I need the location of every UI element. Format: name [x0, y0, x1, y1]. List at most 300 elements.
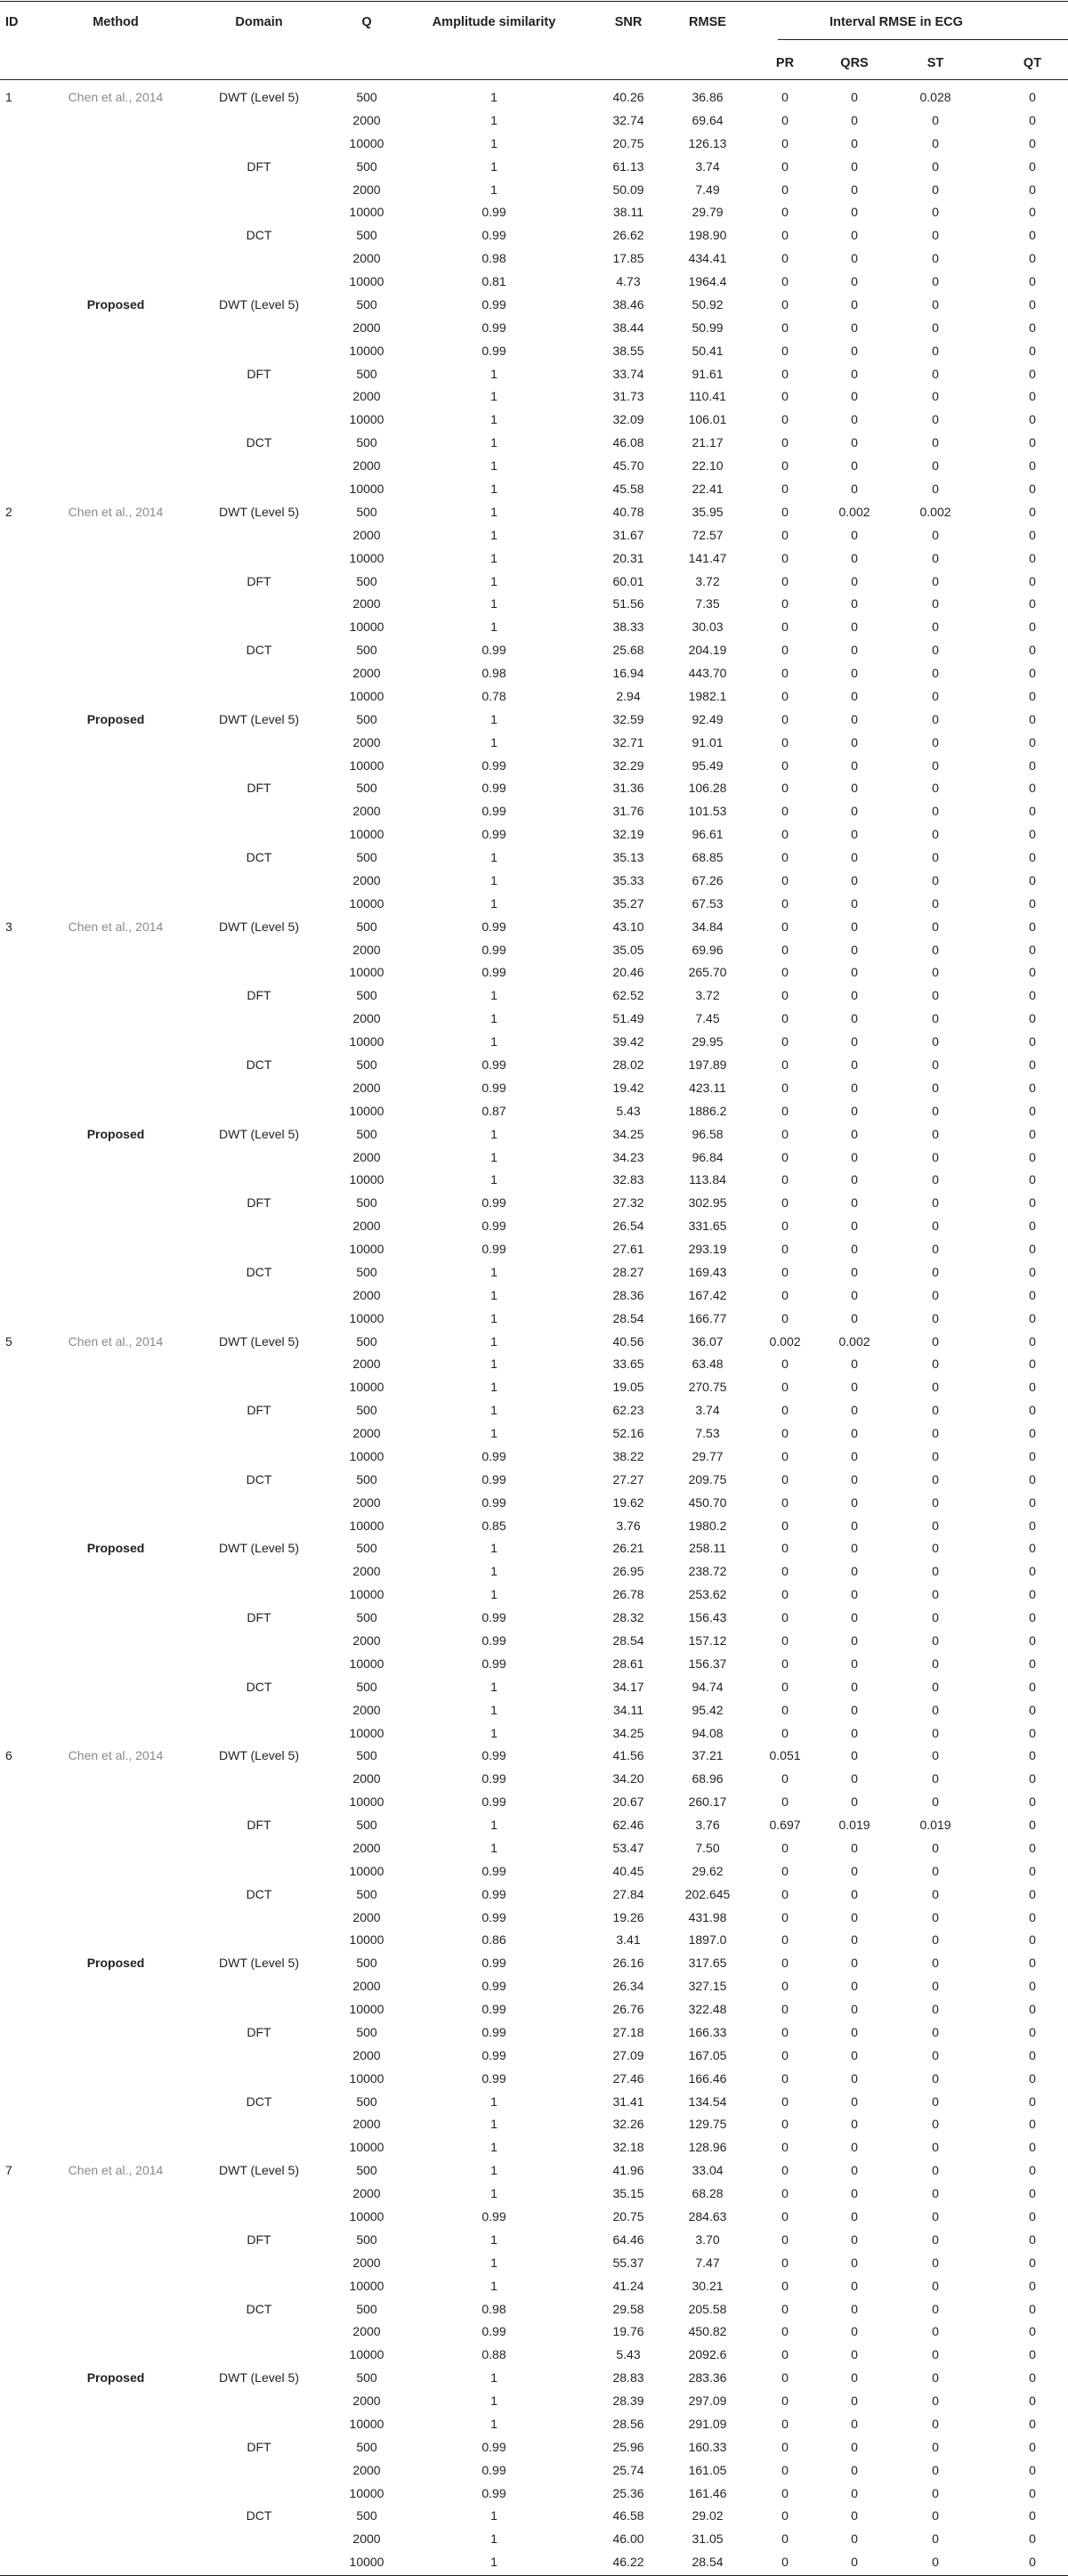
cell-st: 0: [932, 1172, 939, 1187]
cell-qrs: 0: [851, 228, 858, 243]
cell-snr: 27.84: [612, 1886, 644, 1901]
cell-st: 0: [932, 1610, 939, 1625]
cell-snr: 28.54: [612, 1633, 644, 1648]
cell-q: 2000: [352, 389, 381, 404]
cell-st: 0: [932, 1057, 939, 1072]
cell-pr: 0: [781, 182, 789, 197]
cell-rmse: 31.05: [692, 2531, 724, 2547]
cell-amp: 1: [490, 895, 498, 911]
cell-qt: 0: [1029, 1264, 1036, 1279]
cell-pr: 0: [781, 90, 789, 104]
cell-method: Proposed: [86, 1541, 145, 1556]
cell-snr: 25.74: [612, 2462, 644, 2477]
cell-amp: 0.98: [481, 251, 506, 266]
cell-snr: 19.26: [612, 1909, 644, 1924]
cell-qt: 0: [1029, 872, 1036, 887]
cell-snr: 19.42: [612, 1080, 644, 1095]
cell-qt: 0: [1029, 412, 1036, 427]
cell-rmse: 50.92: [692, 296, 724, 312]
cell-rmse: 317.65: [688, 1956, 727, 1971]
cell-snr: 2.94: [616, 688, 641, 703]
cell-amp: 0.99: [481, 2439, 506, 2454]
cell-snr: 28.61: [612, 1656, 644, 1671]
cell-qrs: 0: [851, 2070, 858, 2086]
cell-qrs: 0: [851, 734, 858, 749]
cell-amp: 0.99: [481, 1956, 506, 1971]
cell-qrs: 0: [851, 2531, 858, 2547]
cell-q: 2000: [352, 942, 381, 957]
cell-rmse: 431.98: [688, 1909, 727, 1924]
cell-qrs: 0: [851, 389, 858, 404]
cell-id: 6: [5, 1748, 12, 1763]
cell-st: 0: [932, 1219, 939, 1234]
cell-q: 500: [356, 1126, 377, 1141]
cell-snr: 35.05: [612, 942, 644, 957]
cell-st: 0: [932, 1886, 939, 1901]
cell-st: 0: [932, 182, 939, 197]
cell-qt: 0: [1029, 666, 1036, 680]
cell-qrs: 0: [851, 711, 858, 726]
cell-rmse: 95.49: [692, 757, 724, 773]
cell-snr: 5.43: [616, 2347, 641, 2362]
cell-st: 0: [932, 550, 939, 565]
cell-qrs: 0: [851, 2094, 858, 2109]
cell-q: 10000: [349, 757, 384, 773]
cell-pr: 0: [781, 1840, 789, 1855]
cell-snr: 39.42: [612, 1034, 644, 1049]
cell-rmse: 95.42: [692, 1702, 724, 1717]
cell-q: 10000: [349, 1034, 384, 1049]
cell-snr: 28.02: [612, 1057, 644, 1072]
cell-snr: 20.31: [612, 550, 644, 565]
cell-rmse: 291.09: [688, 2416, 727, 2431]
cell-qrs: 0: [851, 2255, 858, 2270]
cell-qt: 0: [1029, 711, 1036, 726]
cell-qrs: 0: [851, 182, 858, 197]
cell-amp: 1: [490, 711, 498, 726]
cell-domain: DWT (Level 5): [219, 1333, 299, 1349]
cell-q: 2000: [352, 2462, 381, 2477]
cell-q: 2000: [352, 1149, 381, 1164]
header-interval-rmse: Interval RMSE in ECG: [829, 15, 963, 29]
cell-qt: 0: [1029, 2531, 1036, 2547]
cell-amp: 0.99: [481, 343, 506, 358]
cell-qt: 0: [1029, 1702, 1036, 1717]
cell-amp: 0.86: [481, 1932, 506, 1948]
cell-qrs: 0: [851, 1956, 858, 1971]
cell-q: 500: [356, 1610, 377, 1625]
cell-qt: 0: [1029, 1242, 1036, 1256]
cell-pr: 0: [781, 666, 789, 680]
cell-rmse: 166.33: [688, 2024, 727, 2039]
cell-snr: 34.20: [612, 1771, 644, 1786]
cell-rmse: 327.15: [688, 1979, 727, 1994]
cell-snr: 38.44: [612, 320, 644, 335]
cell-pr: 0: [781, 1886, 789, 1901]
cell-rmse: 160.33: [688, 2439, 727, 2454]
cell-st: 0: [932, 158, 939, 174]
cell-rmse: 3.72: [695, 573, 720, 588]
cell-qt: 0: [1029, 1633, 1036, 1648]
cell-rmse: 2092.6: [688, 2347, 727, 2362]
cell-qrs: 0: [851, 1587, 858, 1602]
cell-rmse: 106.28: [688, 781, 727, 796]
cell-qt: 0: [1029, 158, 1036, 174]
cell-q: 500: [356, 504, 377, 519]
cell-qrs: 0: [851, 988, 858, 1003]
cell-st: 0: [932, 1287, 939, 1302]
cell-amp: 0.99: [481, 1242, 506, 1256]
cell-rmse: 92.49: [692, 711, 724, 726]
cell-pr: 0: [781, 1610, 789, 1625]
cell-qt: 0: [1029, 296, 1036, 312]
cell-st: 0: [932, 1564, 939, 1579]
cell-st: 0: [932, 620, 939, 635]
cell-pr: 0: [781, 274, 789, 288]
cell-amp: 0.99: [481, 2002, 506, 2016]
cell-qrs: 0: [851, 1771, 858, 1786]
cell-amp: 0.99: [481, 643, 506, 658]
cell-st: 0: [932, 895, 939, 911]
cell-amp: 0.98: [481, 666, 506, 680]
cell-amp: 1: [490, 158, 498, 174]
cell-q: 2000: [352, 2186, 381, 2201]
cell-snr: 32.83: [612, 1172, 644, 1187]
header-method: Method: [93, 15, 139, 29]
cell-pr: 0: [781, 205, 789, 220]
cell-domain: DFT: [247, 988, 271, 1003]
cell-st: 0: [932, 482, 939, 496]
cell-domain: DCT: [246, 2508, 272, 2523]
cell-snr: 28.36: [612, 1287, 644, 1302]
cell-snr: 34.17: [612, 1679, 644, 1694]
cell-qt: 0: [1029, 734, 1036, 749]
cell-amp: 0.99: [481, 2485, 506, 2500]
cell-snr: 31.41: [612, 2094, 644, 2109]
cell-q: 500: [356, 1333, 377, 1349]
cell-st: 0: [932, 734, 939, 749]
cell-qt: 0: [1029, 1656, 1036, 1671]
cell-amp: 1: [490, 1840, 498, 1855]
cell-qt: 0: [1029, 435, 1036, 450]
cell-qrs: 0: [851, 1357, 858, 1372]
cell-st: 0: [932, 389, 939, 404]
cell-st: 0: [932, 2186, 939, 2201]
cell-qt: 0: [1029, 2255, 1036, 2270]
cell-pr: 0: [781, 2347, 789, 2362]
cell-amp: 0.99: [481, 320, 506, 335]
cell-q: 10000: [349, 343, 384, 358]
cell-qt: 0: [1029, 1380, 1036, 1395]
cell-snr: 32.18: [612, 2140, 644, 2155]
cell-rmse: 37.21: [692, 1748, 724, 1763]
cell-rmse: 96.58: [692, 1126, 724, 1141]
cell-pr: 0: [781, 2370, 789, 2386]
cell-rmse: 3.74: [695, 158, 720, 174]
cell-qt: 0: [1029, 1011, 1036, 1026]
cell-amp: 0.87: [481, 1103, 506, 1118]
cell-qt: 0: [1029, 1587, 1036, 1602]
cell-q: 500: [356, 1679, 377, 1694]
cell-st: 0: [932, 1448, 939, 1463]
cell-snr: 31.76: [612, 804, 644, 819]
cell-amp: 1: [490, 1541, 498, 1556]
cell-snr: 33.74: [612, 366, 644, 381]
cell-qt: 0: [1029, 804, 1036, 819]
cell-rmse: 29.77: [692, 1448, 724, 1463]
cell-st: 0: [932, 1633, 939, 1648]
cell-st: 0: [932, 1495, 939, 1510]
cell-domain: DFT: [247, 1818, 271, 1832]
cell-qrs: 0: [851, 1633, 858, 1648]
cell-st: 0: [932, 1702, 939, 1717]
cell-qt: 0: [1029, 2462, 1036, 2477]
cell-qt: 0: [1029, 1979, 1036, 1994]
cell-snr: 26.16: [612, 1956, 644, 1971]
cell-st: 0: [932, 2531, 939, 2547]
cell-qt: 0: [1029, 1448, 1036, 1463]
cell-st: 0: [932, 596, 939, 612]
cell-qrs: 0: [851, 872, 858, 887]
cell-st: 0: [932, 2140, 939, 2155]
cell-domain: DWT (Level 5): [219, 296, 299, 312]
cell-snr: 45.70: [612, 458, 644, 474]
cell-domain: DFT: [247, 2232, 271, 2247]
cell-rmse: 260.17: [688, 1794, 727, 1810]
cell-qrs: 0: [851, 2278, 858, 2293]
cell-q: 2000: [352, 1495, 381, 1510]
cell-rmse: 166.46: [688, 2070, 727, 2086]
cell-amp: 0.99: [481, 1771, 506, 1786]
cell-pr: 0: [781, 527, 789, 542]
cell-rmse: 29.62: [692, 1863, 724, 1878]
cell-method: Chen et al., 2014: [68, 2163, 164, 2178]
cell-st: 0: [932, 2163, 939, 2178]
cell-pr: 0: [781, 1287, 789, 1302]
cell-pr: 0: [781, 2301, 789, 2316]
cell-rmse: 238.72: [688, 1564, 727, 1579]
cell-qt: 0: [1029, 2394, 1036, 2408]
cell-qt: 0: [1029, 2555, 1036, 2570]
cell-pr: 0: [781, 688, 789, 703]
cell-snr: 38.46: [612, 296, 644, 312]
cell-domain: DFT: [247, 2024, 271, 2039]
cell-q: 2000: [352, 872, 381, 887]
cell-q: 10000: [349, 1242, 384, 1256]
cell-amp: 1: [490, 2555, 498, 2570]
cell-q: 2000: [352, 804, 381, 819]
cell-pr: 0: [781, 1633, 789, 1648]
cell-amp: 0.99: [481, 781, 506, 796]
cell-q: 500: [356, 158, 377, 174]
cell-qt: 0: [1029, 274, 1036, 288]
cell-st: 0: [932, 1656, 939, 1671]
cell-method: Chen et al., 2014: [68, 1333, 164, 1349]
cell-qrs: 0: [851, 1886, 858, 1901]
cell-q: 10000: [349, 1656, 384, 1671]
cell-q: 2000: [352, 1426, 381, 1440]
cell-rmse: 33.04: [692, 2163, 724, 2178]
cell-st: 0: [932, 988, 939, 1003]
cell-domain: DWT (Level 5): [219, 1541, 299, 1556]
cell-method: Proposed: [86, 711, 145, 726]
cell-amp: 0.99: [481, 1656, 506, 1671]
cell-rmse: 134.54: [688, 2094, 727, 2109]
cell-domain: DWT (Level 5): [219, 90, 299, 104]
cell-qt: 0: [1029, 2485, 1036, 2500]
cell-rmse: 34.84: [692, 919, 724, 934]
cell-qt: 0: [1029, 942, 1036, 957]
cell-rmse: 167.05: [688, 2047, 727, 2062]
cell-snr: 26.54: [612, 1219, 644, 1234]
cell-amp: 1: [490, 872, 498, 887]
cell-amp: 0.99: [481, 1057, 506, 1072]
cell-q: 500: [356, 643, 377, 658]
cell-q: 2000: [352, 1840, 381, 1855]
cell-qt: 0: [1029, 2117, 1036, 2132]
cell-domain: DFT: [247, 366, 271, 381]
cell-pr: 0: [781, 1541, 789, 1556]
cell-amp: 0.99: [481, 1471, 506, 1486]
cell-qt: 0: [1029, 2163, 1036, 2178]
cell-rmse: 29.79: [692, 205, 724, 220]
cell-pr: 0: [781, 757, 789, 773]
cell-st: 0: [932, 781, 939, 796]
cell-qt: 0: [1029, 1679, 1036, 1694]
cell-st: 0: [932, 228, 939, 243]
cell-q: 2000: [352, 2531, 381, 2547]
cell-snr: 32.71: [612, 734, 644, 749]
cell-domain: DFT: [247, 1195, 271, 1211]
cell-rmse: 67.53: [692, 895, 724, 911]
cell-snr: 62.23: [612, 1403, 644, 1418]
cell-snr: 32.09: [612, 412, 644, 427]
cell-amp: 0.99: [481, 2024, 506, 2039]
header-rmse: RMSE: [689, 15, 726, 29]
cell-snr: 38.55: [612, 343, 644, 358]
cell-rmse: 3.70: [695, 2232, 720, 2247]
cell-pr: 0: [781, 251, 789, 266]
cell-qt: 0: [1029, 112, 1036, 127]
cell-q: 500: [356, 573, 377, 588]
cell-qt: 0: [1029, 1863, 1036, 1878]
cell-q: 500: [356, 1471, 377, 1486]
cell-st: 0: [932, 2555, 939, 2570]
cell-amp: 0.99: [481, 1195, 506, 1211]
cell-qt: 0: [1029, 2301, 1036, 2316]
cell-snr: 26.95: [612, 1564, 644, 1579]
cell-qt: 0: [1029, 2024, 1036, 2039]
cell-snr: 19.62: [612, 1495, 644, 1510]
cell-snr: 51.49: [612, 1011, 644, 1026]
cell-amp: 1: [490, 1725, 498, 1740]
cell-pr: 0: [781, 2531, 789, 2547]
cell-rmse: 96.61: [692, 827, 724, 842]
cell-qrs: 0: [851, 1518, 858, 1533]
cell-qrs: 0: [851, 296, 858, 312]
cell-st: 0: [932, 942, 939, 957]
cell-amp: 1: [490, 527, 498, 542]
cell-rmse: 68.85: [692, 850, 724, 864]
cell-qt: 0: [1029, 2508, 1036, 2523]
cell-snr: 25.96: [612, 2439, 644, 2454]
cell-rmse: 30.03: [692, 620, 724, 635]
cell-rmse: 167.42: [688, 1287, 727, 1302]
cell-qrs: 0: [851, 1725, 858, 1740]
cell-id: 3: [5, 919, 12, 934]
cell-qrs: 0.002: [838, 1333, 870, 1349]
cell-amp: 0.99: [481, 2324, 506, 2339]
cell-rmse: 450.70: [688, 1495, 727, 1510]
cell-qrs: 0: [851, 2485, 858, 2500]
cell-st: 0: [932, 1149, 939, 1164]
cell-amp: 1: [490, 1172, 498, 1187]
cell-qt: 0: [1029, 965, 1036, 980]
cell-snr: 38.22: [612, 1448, 644, 1463]
cell-rmse: 1886.2: [688, 1103, 727, 1118]
cell-rmse: 434.41: [688, 251, 727, 266]
cell-amp: 1: [490, 734, 498, 749]
cell-rmse: 68.96: [692, 1771, 724, 1786]
cell-pr: 0: [781, 2140, 789, 2155]
cell-pr: 0: [781, 366, 789, 381]
cell-id: 1: [5, 90, 12, 104]
cell-rmse: 126.13: [688, 135, 727, 150]
cell-snr: 20.67: [612, 1794, 644, 1810]
cell-amp: 0.99: [481, 1909, 506, 1924]
cell-pr: 0: [781, 850, 789, 864]
cell-st: 0: [932, 296, 939, 312]
cell-st: 0: [932, 2394, 939, 2408]
cell-q: 500: [356, 1057, 377, 1072]
cell-snr: 55.37: [612, 2255, 644, 2270]
cell-snr: 40.78: [612, 504, 644, 519]
cell-pr: 0: [781, 1656, 789, 1671]
cell-qrs: 0: [851, 1909, 858, 1924]
cell-qrs: 0: [851, 2232, 858, 2247]
cell-pr: 0: [781, 1771, 789, 1786]
header-domain: Domain: [235, 15, 283, 29]
cell-st: 0: [932, 666, 939, 680]
cell-qrs: 0: [851, 2324, 858, 2339]
cell-method: Chen et al., 2014: [68, 90, 164, 104]
cell-pr: 0: [781, 1057, 789, 1072]
cell-qt: 0: [1029, 1564, 1036, 1579]
cell-rmse: 202.645: [684, 1886, 731, 1901]
cell-st: 0: [932, 1380, 939, 1395]
cell-qrs: 0: [851, 643, 858, 658]
cell-pr: 0: [781, 827, 789, 842]
cell-pr: 0: [781, 2324, 789, 2339]
cell-qt: 0: [1029, 1771, 1036, 1786]
cell-domain: DCT: [246, 1679, 272, 1694]
cell-amp: 1: [490, 550, 498, 565]
cell-st: 0: [932, 1794, 939, 1810]
cell-qrs: 0: [851, 2140, 858, 2155]
header-qt: QT: [1023, 56, 1042, 70]
cell-domain: DCT: [246, 2301, 272, 2316]
cell-q: 2000: [352, 2117, 381, 2132]
cell-qt: 0: [1029, 919, 1036, 934]
cell-st: 0: [932, 1264, 939, 1279]
cell-rmse: 22.10: [692, 458, 724, 474]
cell-amp: 0.88: [481, 2347, 506, 2362]
cell-q: 2000: [352, 1909, 381, 1924]
cell-qrs: 0: [851, 2462, 858, 2477]
cell-qrs: 0: [851, 1702, 858, 1717]
cell-qt: 0: [1029, 2140, 1036, 2155]
cell-q: 10000: [349, 274, 384, 288]
